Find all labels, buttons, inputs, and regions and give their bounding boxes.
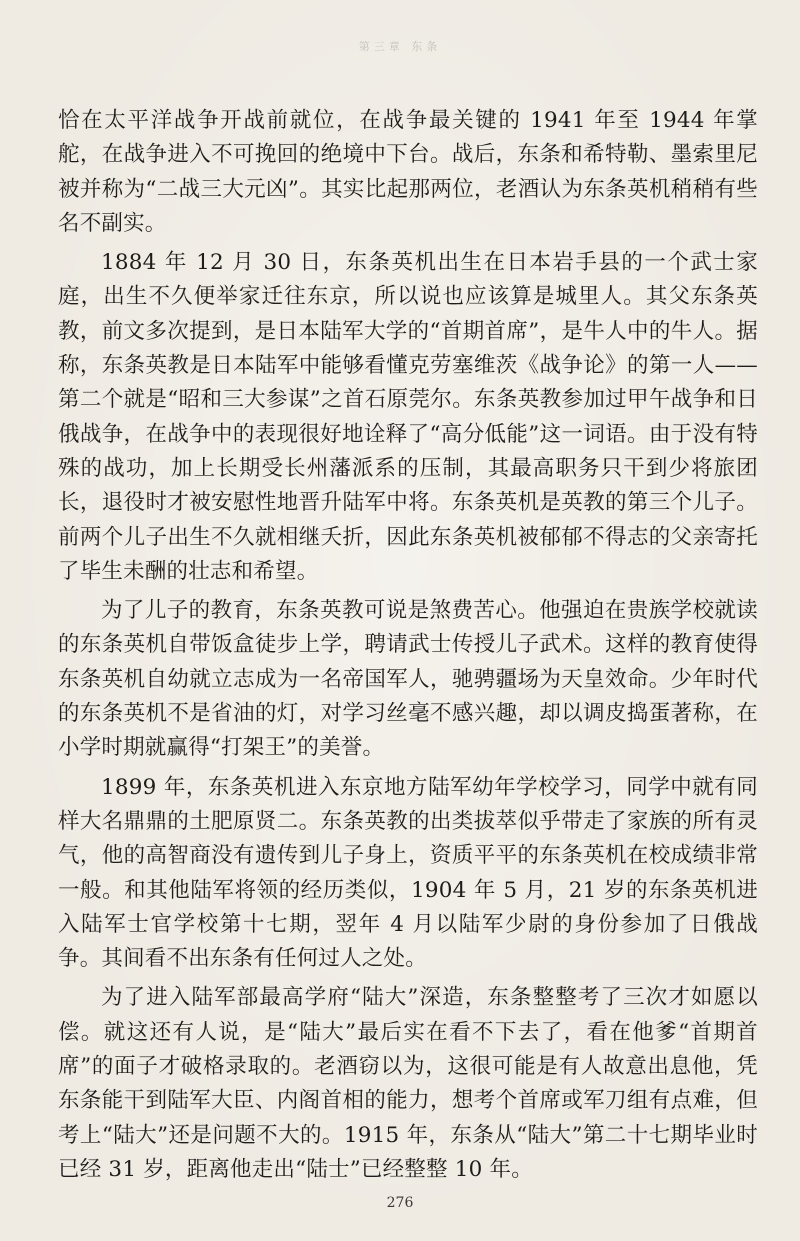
running-head-faded: 第三章 东条 xyxy=(358,40,442,53)
body-text xyxy=(58,104,758,1192)
paragraph-birth: 1884 年 12 月 30 日，东条英机出生在日本岩手县的一个武士家庭，出生不久便举家迁往东京，所以说也应该算是城里人。其父东条英教，前文多次提到，是日本陆军大学的“首期首席”，是牛人中的牛人。据称，东条英教是日本陆军中能够看懂克劳塞维茨《战争论》的第一人——第二个就是“昭和三大参谋”之首石原莞尔。东条英教参加过甲午战争和日俄战争，在战争中的表现很好地诠释了“高分低能”这一词语。由于没有特殊的战功，加上长期受长州藩派系的压制，其最高职务只干到少将旅团长，退役时才被安慰性地晋升陆军中将。东条英机是英教的第三个儿子。前两个儿子出生不久就相继夭折，因此东条英机被郁郁不得志的父亲寄托了毕生未酬的壮志和希望。 xyxy=(58,250,758,584)
paragraph-military-school: 1899 年，东条英机进入东京地方陆军幼年学校学习，同学中就有同样大名鼎鼎的土肥原贤二。东条英教的出类拔萃似乎带走了家族的所有灵气，他的高智商没有遗传到儿子身上，资质平平的东条英机在校成绩非常一般。和其他陆军将领的经历类似，1904 年 5 月，21 岁的东条英机进入陆军士官学校第十七期，翌年 4 月以陆军少尉的身份参加了日俄战争。其间看不出东条有任何过人之处。 xyxy=(58,774,758,972)
paragraph-continuation: 恰在太平洋战争开战前就位，在战争最关键的 1941 年至 1944 年掌舵，在战争进入不可挽回的绝境中下台。战后，东条和希特勒、墨索里尼被并称为“二战三大元凶”。其实比起那两位，老酒认为东条英机稍稍有些名不副实。 xyxy=(58,108,758,236)
paragraph-army-college: 为了进入陆军部最高学府“陆大”深造，东条整整考了三次才如愿以偿。就这还有人说，是“陆大”最后实在看不下去了，看在他爹“首期首席”的面子才破格录取的。老酒窃以为，这很可能是有人故意出息他，凭东条能干到陆军大臣、内阁首相的能力，想考个首席或军刀组有点难，但考上“陆大”还是问题不大的。1915 年，东条从“陆大”第二十七期毕业时已经 31 岁，距离他走出“陆士”已经整整 10 年。 xyxy=(58,985,758,1182)
paragraph-education: 为了儿子的教育，东条英教可说是煞费苦心。他强迫在贵族学校就读的东条英机自带饭盒徒步上学，聘请武士传授儿子武术。这样的教育使得东条英机自幼就立志成为一名帝国军人，驰骋疆场为天皇效命。少年时代的东条英机不是省油的灯，对学习丝毫不感兴趣，却以调皮捣蛋著称，在小学时期就赢得“打架王”的美誉。 xyxy=(58,598,758,761)
page-number: 276 xyxy=(386,1195,414,1211)
